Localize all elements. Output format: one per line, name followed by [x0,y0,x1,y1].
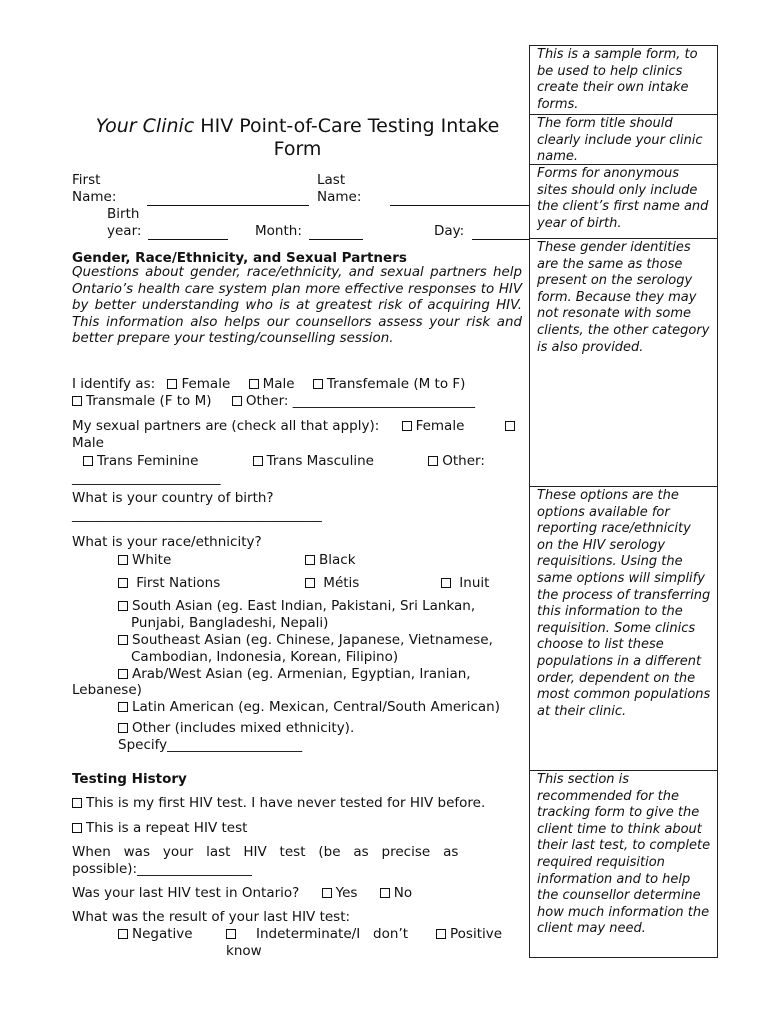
last-name-field[interactable] [390,205,529,206]
checkbox[interactable] [167,379,177,389]
side-note-title [529,114,718,165]
birth-year-label [107,206,141,240]
checkbox[interactable] [313,379,323,389]
first-name-label-line1: First [72,172,101,188]
checkbox[interactable] [428,456,438,466]
partners-other-field[interactable]: ______________________ [72,470,221,486]
clinic-name: Your Clinic [95,115,195,137]
option-label: White [132,552,172,568]
checkbox[interactable] [118,635,128,645]
identify-transfemale-option[interactable] [313,376,466,393]
option-label: Black [319,552,356,568]
race-metis-option[interactable] [305,575,359,592]
checkbox[interactable] [232,396,242,406]
checkbox[interactable] [249,379,259,389]
first-name-label-line2: Name: [72,189,117,205]
race-southeast-asian-detail: Cambodian, Indonesia, Korean, Filipino) [131,649,399,665]
birth-year-field[interactable] [148,239,228,240]
identify-female-option[interactable] [167,376,230,393]
race-inuit-option[interactable] [441,575,489,592]
race-latin-option[interactable] [118,699,500,716]
ontario-yes-option[interactable] [322,885,358,902]
option-label: Latin American (eg. Mexican, Central/South American) [132,699,500,715]
checkbox[interactable] [118,702,128,712]
side-note-anonymous [529,164,718,239]
side-note-text: This section is recommended for the tracking form to give the client time to think about their last test, to complete required requisition information and to help the counsellor determine how much information the client may need. [537,772,711,937]
race-first-nations-option[interactable] [118,575,220,592]
partners-other-option[interactable] [428,453,485,470]
race-arab-detail: Lebanese) [72,682,142,698]
option-label: Arab/West Asian (eg. Armenian, Egyptian, Iranian, [132,666,471,682]
partners-male-checkbox[interactable] [505,421,515,431]
repeat-test-option[interactable] [72,820,247,837]
form-title-text: HIV Point-of-Care Testing Intake Form [194,115,500,160]
option-label: Other (includes mixed ethnicity). [132,720,355,736]
ontario-question: Was your last HIV test in Ontario? [72,885,300,901]
day-label: Day: [434,223,465,239]
partners-trans-feminine-option[interactable] [83,453,198,470]
option-label: Other: ___________________________ [245,393,476,409]
option-label: Indeterminate/I don’t [256,926,409,942]
gender-section-heading: Gender, Race/Ethnicity, and Sexual Partners [72,250,407,266]
option-label: This is a repeat HIV test [86,820,248,836]
country-question: What is your country of birth? [72,490,274,506]
last-name-label [317,172,361,206]
option-label: Trans Masculine [266,453,374,469]
checkbox[interactable] [380,888,390,898]
identify-other-option[interactable] [232,393,475,410]
partners-row [72,418,519,435]
race-other-specify-field[interactable]: Specify____________________ [118,737,303,753]
checkbox[interactable] [118,929,128,939]
partners-label: My sexual partners are (check all that apply): [72,418,380,434]
side-note-text: Forms for anonymous sites should only include the client’s first name and year of birth. [537,166,709,231]
birth-year-label-line1: Birth [107,206,140,222]
last-test-question: When was your last HIV test (be as precise as [72,844,459,860]
option-label: Transfemale (M to F) [326,376,466,392]
first-name-label [72,172,116,206]
side-note-testing [529,770,718,958]
checkbox[interactable] [305,578,315,588]
option-label: Other: [442,453,485,469]
checkbox[interactable] [441,578,451,588]
partners-row-2 [83,453,485,470]
result-positive-option[interactable] [436,926,502,943]
ontario-no-option[interactable] [380,885,412,902]
side-note-sample [529,45,718,115]
day-field[interactable] [472,239,529,240]
option-label: Trans Feminine [97,453,199,469]
checkbox[interactable] [226,929,236,939]
partners-trans-masculine-option[interactable] [253,453,374,470]
side-note-text: The form title should clearly include your clinic name. [537,116,703,165]
identify-row-2 [72,393,475,410]
ontario-row [72,885,412,902]
checkbox[interactable] [118,578,128,588]
partners-male-label: Male [72,435,104,451]
result-question: What was the result of your last HIV test: [72,909,351,925]
race-south-asian-detail: Punjabi, Bangladeshi, Nepali) [131,615,329,631]
form-title [70,115,525,161]
checkbox[interactable] [72,798,82,808]
country-field[interactable]: _____________________________________ [72,507,322,523]
option-label: Negative [132,926,193,942]
first-test-option[interactable] [72,795,485,812]
option-label: Yes [335,885,358,901]
checkbox[interactable] [118,723,128,733]
race-southeast-asian-option[interactable] [118,632,493,649]
race-south-asian-option[interactable] [118,598,475,615]
result-indeterminate-option[interactable] [226,926,408,943]
option-label: No [393,885,413,901]
gender-section-intro: Questions about gender, race/ethnicity, and sexual partners help Ontario’s health care system plan more effective responses to HIV by better understanding who is at greatest risk of acquiring HIV. This information also helps our counsellors assess your risk and better prepare your testing/counselling session. [72,265,522,347]
identify-label: I identify as: [72,376,156,392]
side-note-text: These options are the options available for reporting race/ethnicity on the HIV serology requisitions. Using the same options will simplify the process of transferring this information to the requisition. Some clinics choose to list these populations in a different order, dependent on the most common populations at their clinic. [537,488,711,719]
identify-transmale-option[interactable] [72,393,212,410]
identify-male-option[interactable] [249,376,295,393]
checkbox[interactable] [118,555,128,565]
checkbox[interactable] [72,823,82,833]
option-label: Transmale (F to M) [86,393,212,409]
identify-row [72,376,465,393]
checkbox[interactable] [118,601,128,611]
option-label: First Nations [132,575,221,591]
option-label: This is my first HIV test. I have never tested for HIV before. [86,795,486,811]
option-label: Southeast Asian (eg. Chinese, Japanese, Vietnamese, [132,632,493,648]
partners-female-option[interactable] [402,418,465,435]
checkbox[interactable] [253,456,263,466]
option-label: Inuit [455,575,490,591]
side-note-gender [529,238,718,487]
last-name-label-line2: Name: [317,189,362,205]
option-label: Métis [319,575,360,591]
month-field[interactable] [309,239,363,240]
first-name-field[interactable] [147,205,309,206]
birth-year-label-line2: year: [107,223,142,239]
race-question: What is your race/ethnicity? [72,534,262,550]
checkbox[interactable] [305,555,315,565]
last-name-label-line1: Last [317,172,346,188]
side-note-race [529,486,718,771]
checkbox[interactable] [72,396,82,406]
race-arab-option[interactable] [118,666,471,683]
option-label: Male [262,376,295,392]
option-label: Female [181,376,231,392]
option-label: Positive [450,926,503,942]
race-other-option[interactable] [118,720,354,737]
side-note-text: These gender identities are the same as those present on the serology form. Because they may not resonate with some clients, the other category is also provided. [537,240,710,355]
checkbox[interactable] [83,456,93,466]
checkbox[interactable] [402,421,412,431]
testing-history-heading: Testing History [72,771,187,787]
race-black-option[interactable] [305,552,356,569]
checkbox[interactable] [118,669,128,679]
result-indeterminate-detail: know [226,943,262,959]
checkbox[interactable] [436,929,446,939]
side-note-text: This is a sample form, to be used to help clinics create their own intake forms. [537,47,698,112]
race-white-option[interactable] [118,552,171,569]
option-label: Female [415,418,465,434]
month-label: Month: [255,223,302,239]
last-test-date-field[interactable]: possible):_________________ [72,861,252,877]
option-label: South Asian (eg. East Indian, Pakistani, Sri Lankan, [132,598,476,614]
checkbox[interactable] [322,888,332,898]
result-negative-option[interactable] [118,926,193,943]
